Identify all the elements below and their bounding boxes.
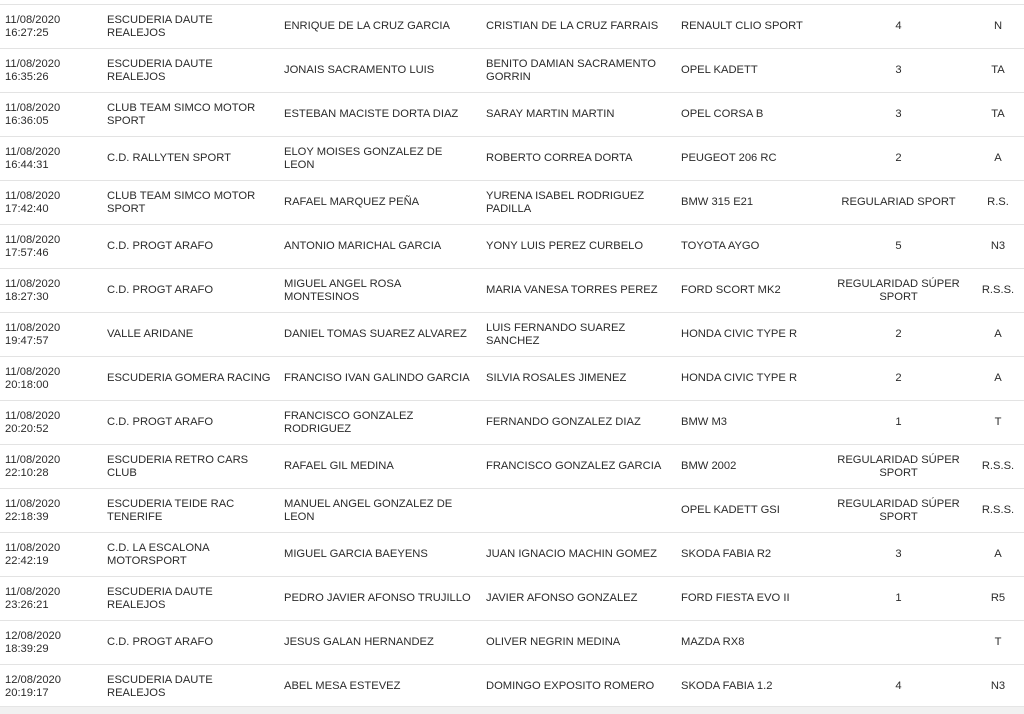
cell-driver: JONAIS SACRAMENTO LUIS	[278, 49, 480, 93]
cell-group: R.S.S.	[972, 269, 1024, 313]
entry-date: 11/08/2020	[5, 585, 61, 598]
cell-car: BMW 315 E21	[675, 181, 825, 225]
cell-car: PEUGEOT 206 RC	[675, 137, 825, 181]
table-row	[0, 533, 1024, 577]
cell-car: OPEL KADETT	[675, 49, 825, 93]
cell-datetime	[0, 137, 101, 181]
table-row	[0, 621, 1024, 665]
cell-datetime	[0, 401, 101, 445]
cell-group: R.S.	[972, 181, 1024, 225]
entry-time: 19:47:57	[5, 334, 49, 347]
cell-club: ESCUDERIA DAUTE REALEJOS	[101, 5, 278, 49]
cell-codriver: MARIA VANESA TORRES PEREZ	[480, 269, 675, 313]
cell-datetime	[0, 181, 101, 225]
entry-date: 11/08/2020	[5, 365, 61, 378]
cell-driver: JESUS GALAN HERNANDEZ	[278, 621, 480, 665]
entry-date: 12/08/2020	[5, 629, 61, 642]
cell-codriver: OLIVER NEGRIN MEDINA	[480, 621, 675, 665]
cell-category: 2	[825, 137, 972, 181]
cell-car: BMW M3	[675, 401, 825, 445]
cell-datetime	[0, 621, 101, 665]
cell-driver: ELOY MOISES GONZALEZ DE LEON	[278, 137, 480, 181]
entry-date: 11/08/2020	[5, 145, 61, 158]
entry-time: 16:35:26	[5, 70, 49, 83]
cell-group: N3	[972, 665, 1024, 709]
cell-codriver: SILVIA ROSALES JIMENEZ	[480, 357, 675, 401]
cell-codriver: ROBERTO CORREA DORTA	[480, 137, 675, 181]
cell-category	[825, 621, 972, 665]
cell-codriver: JAVIER AFONSO GONZALEZ	[480, 577, 675, 621]
entry-time: 16:27:25	[5, 26, 49, 39]
cell-club: ESCUDERIA TEIDE RAC TENERIFE	[101, 489, 278, 533]
entry-date: 12/08/2020	[5, 673, 61, 686]
cell-datetime	[0, 577, 101, 621]
cell-datetime	[0, 357, 101, 401]
cell-car: FORD SCORT MK2	[675, 269, 825, 313]
cell-club: C.D. PROGT ARAFO	[101, 621, 278, 665]
cell-club: ESCUDERIA RETRO CARS CLUB	[101, 445, 278, 489]
cell-category: 3	[825, 93, 972, 137]
cell-driver: MANUEL ANGEL GONZALEZ DE LEON	[278, 489, 480, 533]
cell-category: 4	[825, 5, 972, 49]
table-row	[0, 137, 1024, 181]
cell-codriver: BENITO DAMIAN SACRAMENTO GORRIN	[480, 49, 675, 93]
cell-group: T	[972, 401, 1024, 445]
cell-group: T	[972, 621, 1024, 665]
cell-category: 2	[825, 357, 972, 401]
entry-time: 20:19:17	[5, 686, 49, 699]
entry-date: 11/08/2020	[5, 13, 61, 26]
cell-codriver: JUAN IGNACIO MACHIN GOMEZ	[480, 533, 675, 577]
entry-date: 11/08/2020	[5, 409, 61, 422]
cell-driver: ENRIQUE DE LA CRUZ GARCIA	[278, 5, 480, 49]
entry-time: 16:44:31	[5, 158, 49, 171]
cell-datetime	[0, 533, 101, 577]
registrations-table	[0, 4, 1024, 709]
table-row	[0, 93, 1024, 137]
cell-category: 3	[825, 533, 972, 577]
cell-driver: PEDRO JAVIER AFONSO TRUJILLO	[278, 577, 480, 621]
cell-driver: FRANCISO IVAN GALINDO GARCIA	[278, 357, 480, 401]
cell-datetime	[0, 93, 101, 137]
cell-group: N3	[972, 225, 1024, 269]
cell-driver: MIGUEL GARCIA BAEYENS	[278, 533, 480, 577]
cell-codriver: YURENA ISABEL RODRIGUEZ PADILLA	[480, 181, 675, 225]
cell-category: REGULARIDAD SÚPER SPORT	[825, 269, 972, 313]
entry-date: 11/08/2020	[5, 57, 61, 70]
entry-time: 22:18:39	[5, 510, 49, 523]
entry-time: 16:36:05	[5, 114, 49, 127]
cell-club: C.D. RALLYTEN SPORT	[101, 137, 278, 181]
table-row	[0, 269, 1024, 313]
entry-date: 11/08/2020	[5, 101, 61, 114]
table-row	[0, 5, 1024, 49]
entry-time: 22:42:19	[5, 554, 49, 567]
horizontal-scrollbar[interactable]	[0, 706, 1024, 714]
table-body	[0, 5, 1024, 709]
cell-club: VALLE ARIDANE	[101, 313, 278, 357]
cell-codriver: SARAY MARTIN MARTIN	[480, 93, 675, 137]
cell-datetime	[0, 49, 101, 93]
table-row	[0, 181, 1024, 225]
cell-datetime	[0, 269, 101, 313]
cell-codriver: DOMINGO EXPOSITO ROMERO	[480, 665, 675, 709]
cell-codriver: FRANCISCO GONZALEZ GARCIA	[480, 445, 675, 489]
entry-date: 11/08/2020	[5, 453, 61, 466]
entry-time: 18:27:30	[5, 290, 49, 303]
cell-club: ESCUDERIA GOMERA RACING	[101, 357, 278, 401]
cell-category: 3	[825, 49, 972, 93]
table-row	[0, 225, 1024, 269]
cell-datetime	[0, 665, 101, 709]
entry-date: 11/08/2020	[5, 321, 61, 334]
cell-group: A	[972, 357, 1024, 401]
cell-car: BMW 2002	[675, 445, 825, 489]
cell-club: ESCUDERIA DAUTE REALEJOS	[101, 665, 278, 709]
cell-driver: RAFAEL GIL MEDINA	[278, 445, 480, 489]
cell-codriver: YONY LUIS PEREZ CURBELO	[480, 225, 675, 269]
cell-category: REGULARIDAD SÚPER SPORT	[825, 489, 972, 533]
cell-datetime	[0, 313, 101, 357]
cell-codriver: FERNANDO GONZALEZ DIAZ	[480, 401, 675, 445]
cell-club: C.D. PROGT ARAFO	[101, 269, 278, 313]
cell-group: A	[972, 313, 1024, 357]
entry-time: 20:20:52	[5, 422, 49, 435]
cell-category: 2	[825, 313, 972, 357]
cell-driver: ANTONIO MARICHAL GARCIA	[278, 225, 480, 269]
entry-date: 11/08/2020	[5, 277, 61, 290]
cell-driver: FRANCISCO GONZALEZ RODRIGUEZ	[278, 401, 480, 445]
cell-club: ESCUDERIA DAUTE REALEJOS	[101, 577, 278, 621]
cell-car: RENAULT CLIO SPORT	[675, 5, 825, 49]
cell-driver: MIGUEL ANGEL ROSA MONTESINOS	[278, 269, 480, 313]
cell-club: CLUB TEAM SIMCO MOTOR SPORT	[101, 181, 278, 225]
cell-driver: RAFAEL MARQUEZ PEÑA	[278, 181, 480, 225]
cell-club: C.D. LA ESCALONA MOTORSPORT	[101, 533, 278, 577]
cell-club: C.D. PROGT ARAFO	[101, 225, 278, 269]
cell-category: REGULARIDAD SÚPER SPORT	[825, 445, 972, 489]
cell-group: R5	[972, 577, 1024, 621]
entry-time: 23:26:21	[5, 598, 49, 611]
cell-car: TOYOTA AYGO	[675, 225, 825, 269]
cell-club: CLUB TEAM SIMCO MOTOR SPORT	[101, 93, 278, 137]
cell-group: A	[972, 533, 1024, 577]
table-row	[0, 489, 1024, 533]
table-row	[0, 665, 1024, 709]
entry-time: 17:42:40	[5, 202, 49, 215]
cell-codriver	[480, 489, 675, 533]
cell-codriver: CRISTIAN DE LA CRUZ FARRAIS	[480, 5, 675, 49]
cell-group: R.S.S.	[972, 445, 1024, 489]
entry-time: 20:18:00	[5, 378, 49, 391]
cell-group: TA	[972, 49, 1024, 93]
cell-group: A	[972, 137, 1024, 181]
table-row	[0, 401, 1024, 445]
cell-club: ESCUDERIA DAUTE REALEJOS	[101, 49, 278, 93]
table-row	[0, 313, 1024, 357]
cell-codriver: LUIS FERNANDO SUAREZ SANCHEZ	[480, 313, 675, 357]
table-row	[0, 357, 1024, 401]
entry-date: 11/08/2020	[5, 189, 61, 202]
cell-driver: ESTEBAN MACISTE DORTA DIAZ	[278, 93, 480, 137]
cell-car: HONDA CIVIC TYPE R	[675, 357, 825, 401]
entry-date: 11/08/2020	[5, 497, 61, 510]
cell-car: MAZDA RX8	[675, 621, 825, 665]
cell-category: 5	[825, 225, 972, 269]
entry-date: 11/08/2020	[5, 233, 61, 246]
table-row	[0, 445, 1024, 489]
cell-group: R.S.S.	[972, 489, 1024, 533]
cell-datetime	[0, 225, 101, 269]
cell-group: N	[972, 5, 1024, 49]
cell-category: 1	[825, 401, 972, 445]
cell-driver: ABEL MESA ESTEVEZ	[278, 665, 480, 709]
table-row	[0, 49, 1024, 93]
entry-time: 17:57:46	[5, 246, 49, 259]
entry-time: 18:39:29	[5, 642, 49, 655]
cell-datetime	[0, 489, 101, 533]
cell-car: FORD FIESTA EVO II	[675, 577, 825, 621]
cell-club: C.D. PROGT ARAFO	[101, 401, 278, 445]
cell-group: TA	[972, 93, 1024, 137]
cell-category: 4	[825, 665, 972, 709]
cell-car: HONDA CIVIC TYPE R	[675, 313, 825, 357]
cell-category: REGULARIAD SPORT	[825, 181, 972, 225]
entry-time: 22:10:28	[5, 466, 49, 479]
cell-car: OPEL KADETT GSI	[675, 489, 825, 533]
cell-datetime	[0, 445, 101, 489]
cell-car: SKODA FABIA 1.2	[675, 665, 825, 709]
cell-datetime	[0, 5, 101, 49]
cell-category: 1	[825, 577, 972, 621]
table-row	[0, 577, 1024, 621]
cell-car: OPEL CORSA B	[675, 93, 825, 137]
entry-date: 11/08/2020	[5, 541, 61, 554]
cell-car: SKODA FABIA R2	[675, 533, 825, 577]
cell-driver: DANIEL TOMAS SUAREZ ALVAREZ	[278, 313, 480, 357]
